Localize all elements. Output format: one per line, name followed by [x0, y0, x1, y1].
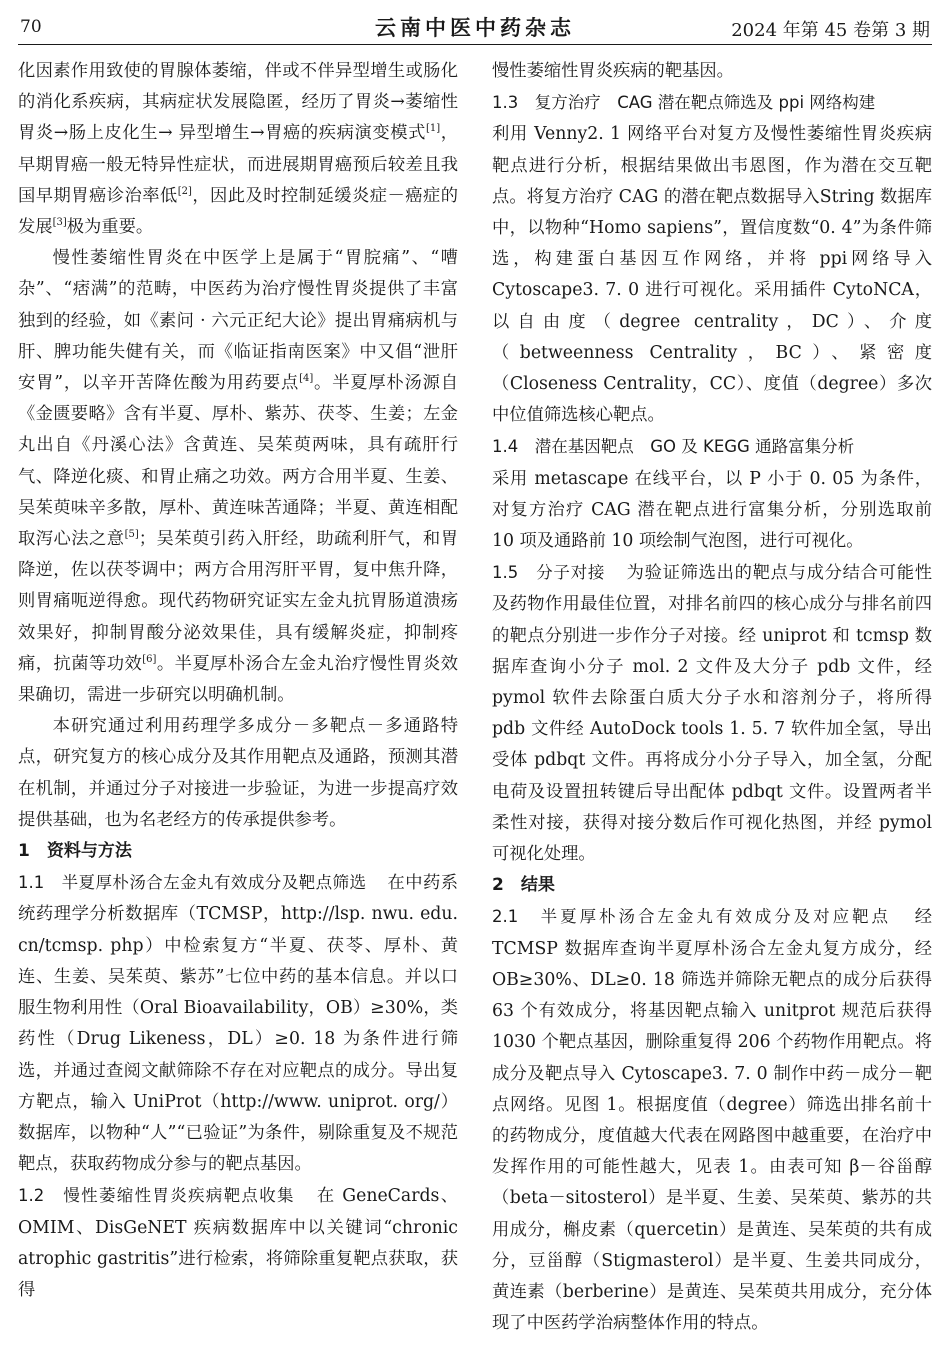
text-run: ；吴茱萸引药入肝经，助疏利肝气，和胃降逆，佐以茯苓调中；两方合用泻肝平胃，复中焦升降，则胃痛呃逆得愈。现代药物研究证实左金丸抗胃肠道溃疡效果好，抑制胃酸分泌效果佳，具有缓解炎症，抑制疼痛，抗菌等功效 — [18, 529, 458, 674]
subsection-heading: 1.3 复方治疗 CAG 潜在靶点筛选及 ppi 网络构建 — [492, 93, 876, 113]
section-1-4 — [492, 431, 932, 557]
right-column — [492, 56, 932, 1339]
text-run: 。半夏厚朴汤源自《金匮要略》含有半夏、厚朴、紫苏、茯苓、生姜；左金丸出自《丹溪心法》含黄连、吴茱萸两味，具有疏肝行气、降逆化痰、和胃止痛之功效。两方合用半夏、生姜、吴茱萸味辛多散，厚朴、黄连味苦通降；半夏、黄连相配取泻心法之意 — [18, 373, 458, 550]
section-1-2 — [18, 1180, 458, 1306]
section-1-3 — [492, 87, 932, 431]
section-1-2-continued: 慢性萎缩性胃炎疾病的靶基因。 — [492, 61, 734, 81]
section-heading-results: 2 结果 — [492, 875, 555, 896]
left-column — [18, 56, 458, 1306]
subsection-heading: 1.2 慢性萎缩性胃炎疾病靶点收集 — [18, 1186, 295, 1206]
journal-title: 云南中医中药杂志 — [375, 16, 575, 40]
text-run: 化因素作用致使的胃腺体萎缩，伴或不伴异型增生或肠化的消化系疾病，其病症状发展隐匿，经历了胃炎→萎缩性胃炎→肠上皮化生→ 异型增生→胃癌的疾病演变模式 — [18, 61, 458, 144]
subsection-body: 为验证筛选出的靶点与成分结合可能性及药物作用最佳位置，对排名前四的核心成分与排名前四的靶点分别进一步作分子对接。经 uniprot 和 tcmsp 数据库查询小分子 mol. 2 文件及大分子 pdb 文件，经 pymol 软件去除蛋白质大分子水和溶剂分子，将所得 pdb 文件经 AutoDock tools 1. 5. 7 软件加全氢，导出受体 pdbqt 文件。再将成分小分子导入，加全氢，分配电荷及设置扭转键后导出配体 pdbqt 文件。设置两者半柔性对接，获得对接分数后作可视化热图，并经 pymol 可视化处理。 — [492, 563, 932, 865]
text-run: 极为重要。 — [66, 217, 154, 238]
subsection-body: 经 TCMSP 数据库查询半夏厚朴汤合左金丸复方成分，经 OB≥30%、DL≥0. 18 筛选并筛除无靶点的成分后获得 63 个有效成分，将基因靶点输入 unitprot 规范后获得 1030 个靶点基因，删除重复得 206 个药物作用靶点。将成分及靶点导入 Cytoscape3. 7. 0 制作中药－成分－靶点网络。见图 1。根据度值（degree）筛选出排名前十的药物成分，度值越大代表在网路图中越重要，在治疗中发挥作用的可能性越大，见表 1。由表可知 β－谷甾醇（beta－sitosterol）是半夏、生姜、吴茱萸、紫苏的共用成分，槲皮素（quercetin）是黄连、吴茱萸的共有成分，豆甾醇（Stigmasterol）是半夏、生姜共同成分，黄连素（berberine）是黄连、吴茱萸共用成分，充分体现了中医药学治病整体作用的特点。 — [492, 907, 932, 1334]
citation-ref: [2] — [177, 186, 192, 198]
text-run: ，因此及时控制延缓炎症－癌症的发展 — [18, 185, 458, 238]
subsection-body: 在 GeneCards、OMIM、DisGeNET 疾病数据库中以关键词“chronic atrophic gastritis”进行检索，将筛除重复靶点获取，获得 — [18, 1186, 458, 1300]
issue-info: 2024 年第 45 卷第 3 期 — [731, 20, 930, 41]
section-1-1 — [18, 867, 458, 1180]
text-run: ，早期胃癌一般无特异性症状，而进展期胃癌预后较差且我国早期胃癌诊治率低 — [18, 123, 458, 206]
subsection-heading: 1.4 潜在基因靶点 GO 及 KEGG 通路富集分析 — [492, 437, 855, 457]
citation-ref: [4] — [299, 373, 314, 385]
text-run: 。半夏厚朴汤合左金丸治疗慢性胃炎效果确切，需进一步研究以明确机制。 — [18, 653, 458, 706]
study-aim-paragraph: 本研究通过利用药理学多成分－多靶点－多通路特点，研究复方的核心成分及其作用靶点及通路，预测其潜在机制，并通过分子对接进一步验证，为进一步提高疗效提供基础，也为名老经方的传承提供参考。 — [18, 716, 458, 830]
citation-ref: [6] — [142, 654, 157, 666]
page-number: 70 — [20, 17, 42, 37]
subsection-heading: 1.5 分子对接 — [492, 563, 606, 583]
tcm-background-paragraph — [18, 243, 458, 711]
subsection-body: 在中药系统药理学分析数据库（TCMSP，http://lsp. nwu. edu. cn/tcmsp. php）中检索复方“半夏、茯苓、厚朴、黄连、生姜、吴茱萸、紫苏”七位中药的基本信息。并以口服生物利用性（Oral Bioavailability，OB）≥30%，类药性（Drug Likeness，DL）≥0. 18 为条件进行筛选，并通过查阅文献筛除不存在对应靶点的成分。导出复方靶点，输入 UniProt（http://www. uniprot. org/）数据库，以物种“人”“已验证”为条件，剔除重复及不规范靶点，获取药物成分参与的靶点基因。 — [18, 873, 458, 1175]
section-1-5 — [492, 557, 932, 870]
subsection-body: 利用 Venny2. 1 网络平台对复方及慢性萎缩性胃炎疾病靶点进行分析，根据结果做出韦恩图，作为潜在交互靶点。将复方治疗 CAG 的潜在靶点数据导入String 数据库中，以物种“Homo sapiens”，置信度数“0. 4”为条件筛选，构建蛋白基因互作网络，并将 ppi网络导入 Cytoscape3. 7. 0 进行可视化。采用插件 CytoNCA，以自由度（degree centrality，DC）、介度（betweenness Centrality，BC）、紧密度（Closeness Centrality，CC）、度值（degree）多次中位值筛选核心靶点。 — [492, 124, 932, 426]
section-2-1 — [492, 901, 932, 1339]
page-header — [18, 8, 932, 45]
text-run: 慢性萎缩性胃炎在中医学上是属于“胃脘痛”、“嘈杂”、“痞满”的范畴，中医药为治疗慢性胃炎提供了丰富独到的经验，如《素问 · 六元正纪大论》提出胃痛病机与肝、脾功能失健有关，而《临证指南医案》中又倡“泄肝安胃”，以辛开苦降佐酸为用药要点 — [18, 248, 458, 394]
citation-ref: [3] — [52, 217, 67, 229]
subsection-body: 采用 metascape 在线平台，以 P 小于 0. 05 为条件，对复方治疗 CAG 潜在靶点进行富集分析，分别选取前 10 项及通路前 10 项绘制气泡图，进行可视化。 — [492, 468, 932, 552]
section-heading-methods: 1 资料与方法 — [18, 841, 132, 862]
citation-ref: [5] — [124, 529, 139, 541]
intro-paragraph-continued — [18, 56, 458, 243]
subsection-heading: 1.1 半夏厚朴汤合左金丸有效成分及靶点筛选 — [18, 873, 367, 893]
subsection-heading: 2.1 半夏厚朴汤合左金丸有效成分及对应靶点 — [492, 907, 891, 927]
citation-ref: [1] — [425, 123, 441, 135]
